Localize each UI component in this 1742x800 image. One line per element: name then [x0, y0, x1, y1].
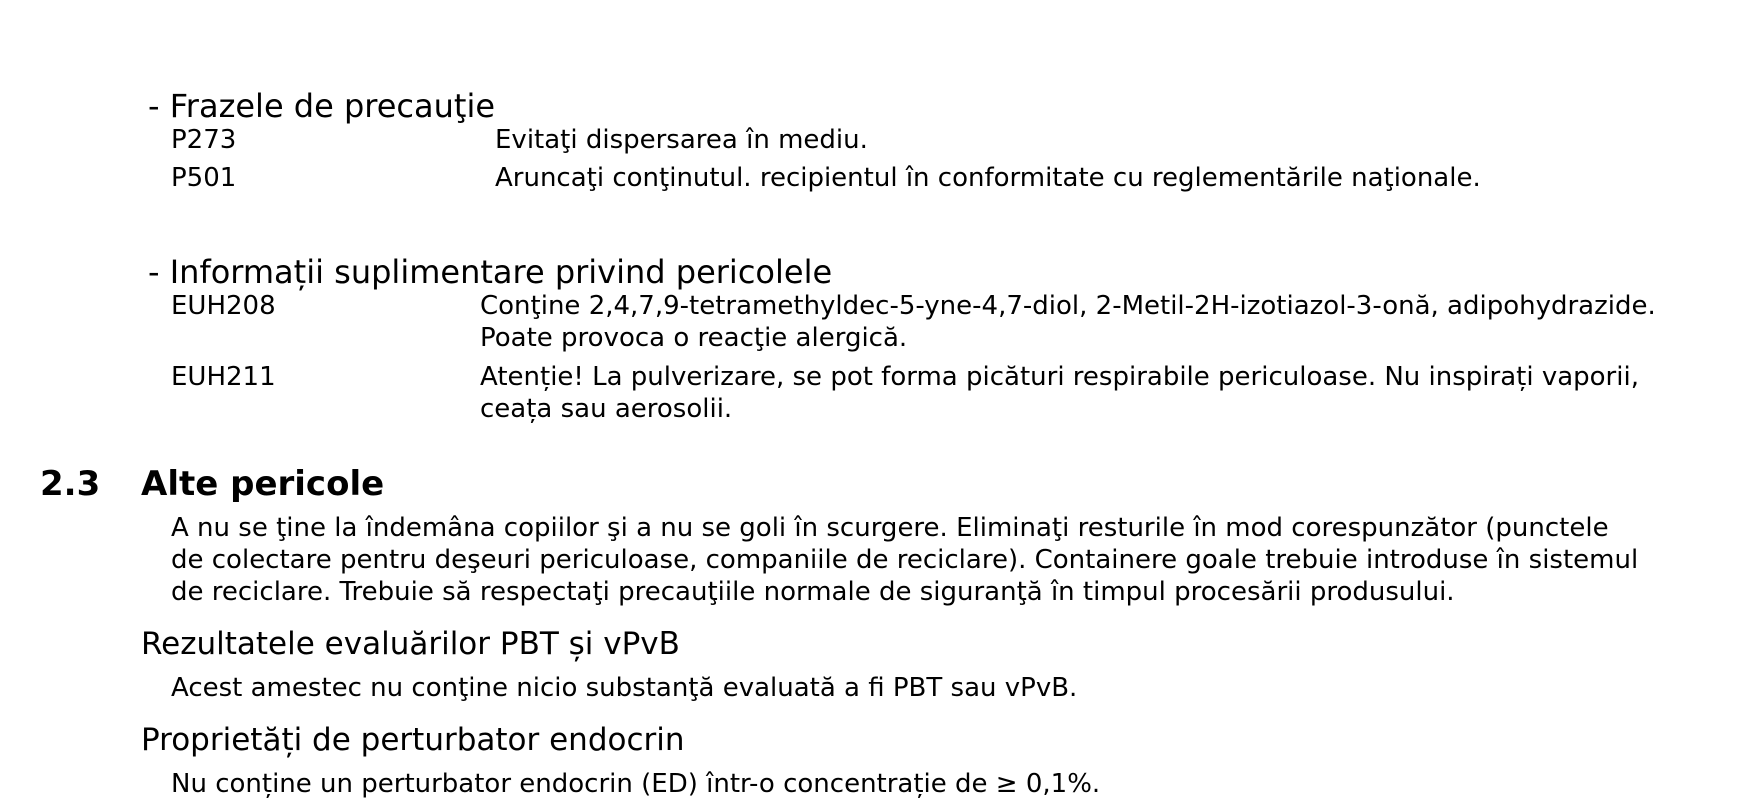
- supplementary-code-euh211: EUH211: [171, 362, 276, 392]
- section-paragraph-line3: de reciclare. Trebuie să respectaţi precauţiile normale de siguranţă în timpul procesării produsului.: [171, 577, 1455, 607]
- section-paragraph-line2: de colectare pentru deşeuri periculoase, companiile de reciclare). Containere goale trebuie introduse în sistemul: [171, 545, 1639, 575]
- pbt-text: Acest amestec nu conţine nicio substanţă evaluată a fi PBT sau vPvB.: [171, 673, 1078, 703]
- pbt-title: Rezultatele evaluărilor PBT și vPvB: [141, 626, 680, 662]
- supplementary-text-euh211-line1: Atenție! La pulverizare, se pot forma picături respirabile periculoase. Nu inspirați vaporii,: [480, 362, 1639, 392]
- section-paragraph-line1: A nu se ţine la îndemâna copiilor şi a nu se goli în scurgere. Eliminaţi resturile în mod corespunzător (punctele: [171, 513, 1609, 543]
- supplementary-heading: - Informații suplimentare privind pericolele: [148, 253, 833, 291]
- precautionary-code-p501: P501: [171, 163, 237, 193]
- endocrine-title: Proprietăți de perturbator endocrin: [141, 722, 685, 758]
- precautionary-heading: - Frazele de precauţie: [148, 87, 496, 125]
- precautionary-code-p273: P273: [171, 125, 237, 155]
- supplementary-text-euh211-line2: ceața sau aerosolii.: [480, 394, 733, 424]
- precautionary-text-p273: Evitaţi dispersarea în mediu.: [495, 125, 868, 155]
- section-title: Alte pericole: [141, 464, 385, 504]
- supplementary-text-euh208-line2: Poate provoca o reacţie alergică.: [480, 323, 908, 353]
- precautionary-text-p501: Aruncaţi conţinutul. recipientul în conformitate cu reglementările naţionale.: [495, 163, 1481, 193]
- supplementary-text-euh208-line1: Conţine 2,4,7,9-tetramethyldec-5-yne-4,7-diol, 2-Metil-2H-izotiazol-3-onă, adipohydrazide.: [480, 291, 1656, 321]
- section-number: 2.3: [40, 464, 101, 504]
- supplementary-code-euh208: EUH208: [171, 291, 276, 321]
- endocrine-text: Nu conține un perturbator endocrin (ED) într-o concentrație de ≥ 0,1%.: [171, 769, 1101, 799]
